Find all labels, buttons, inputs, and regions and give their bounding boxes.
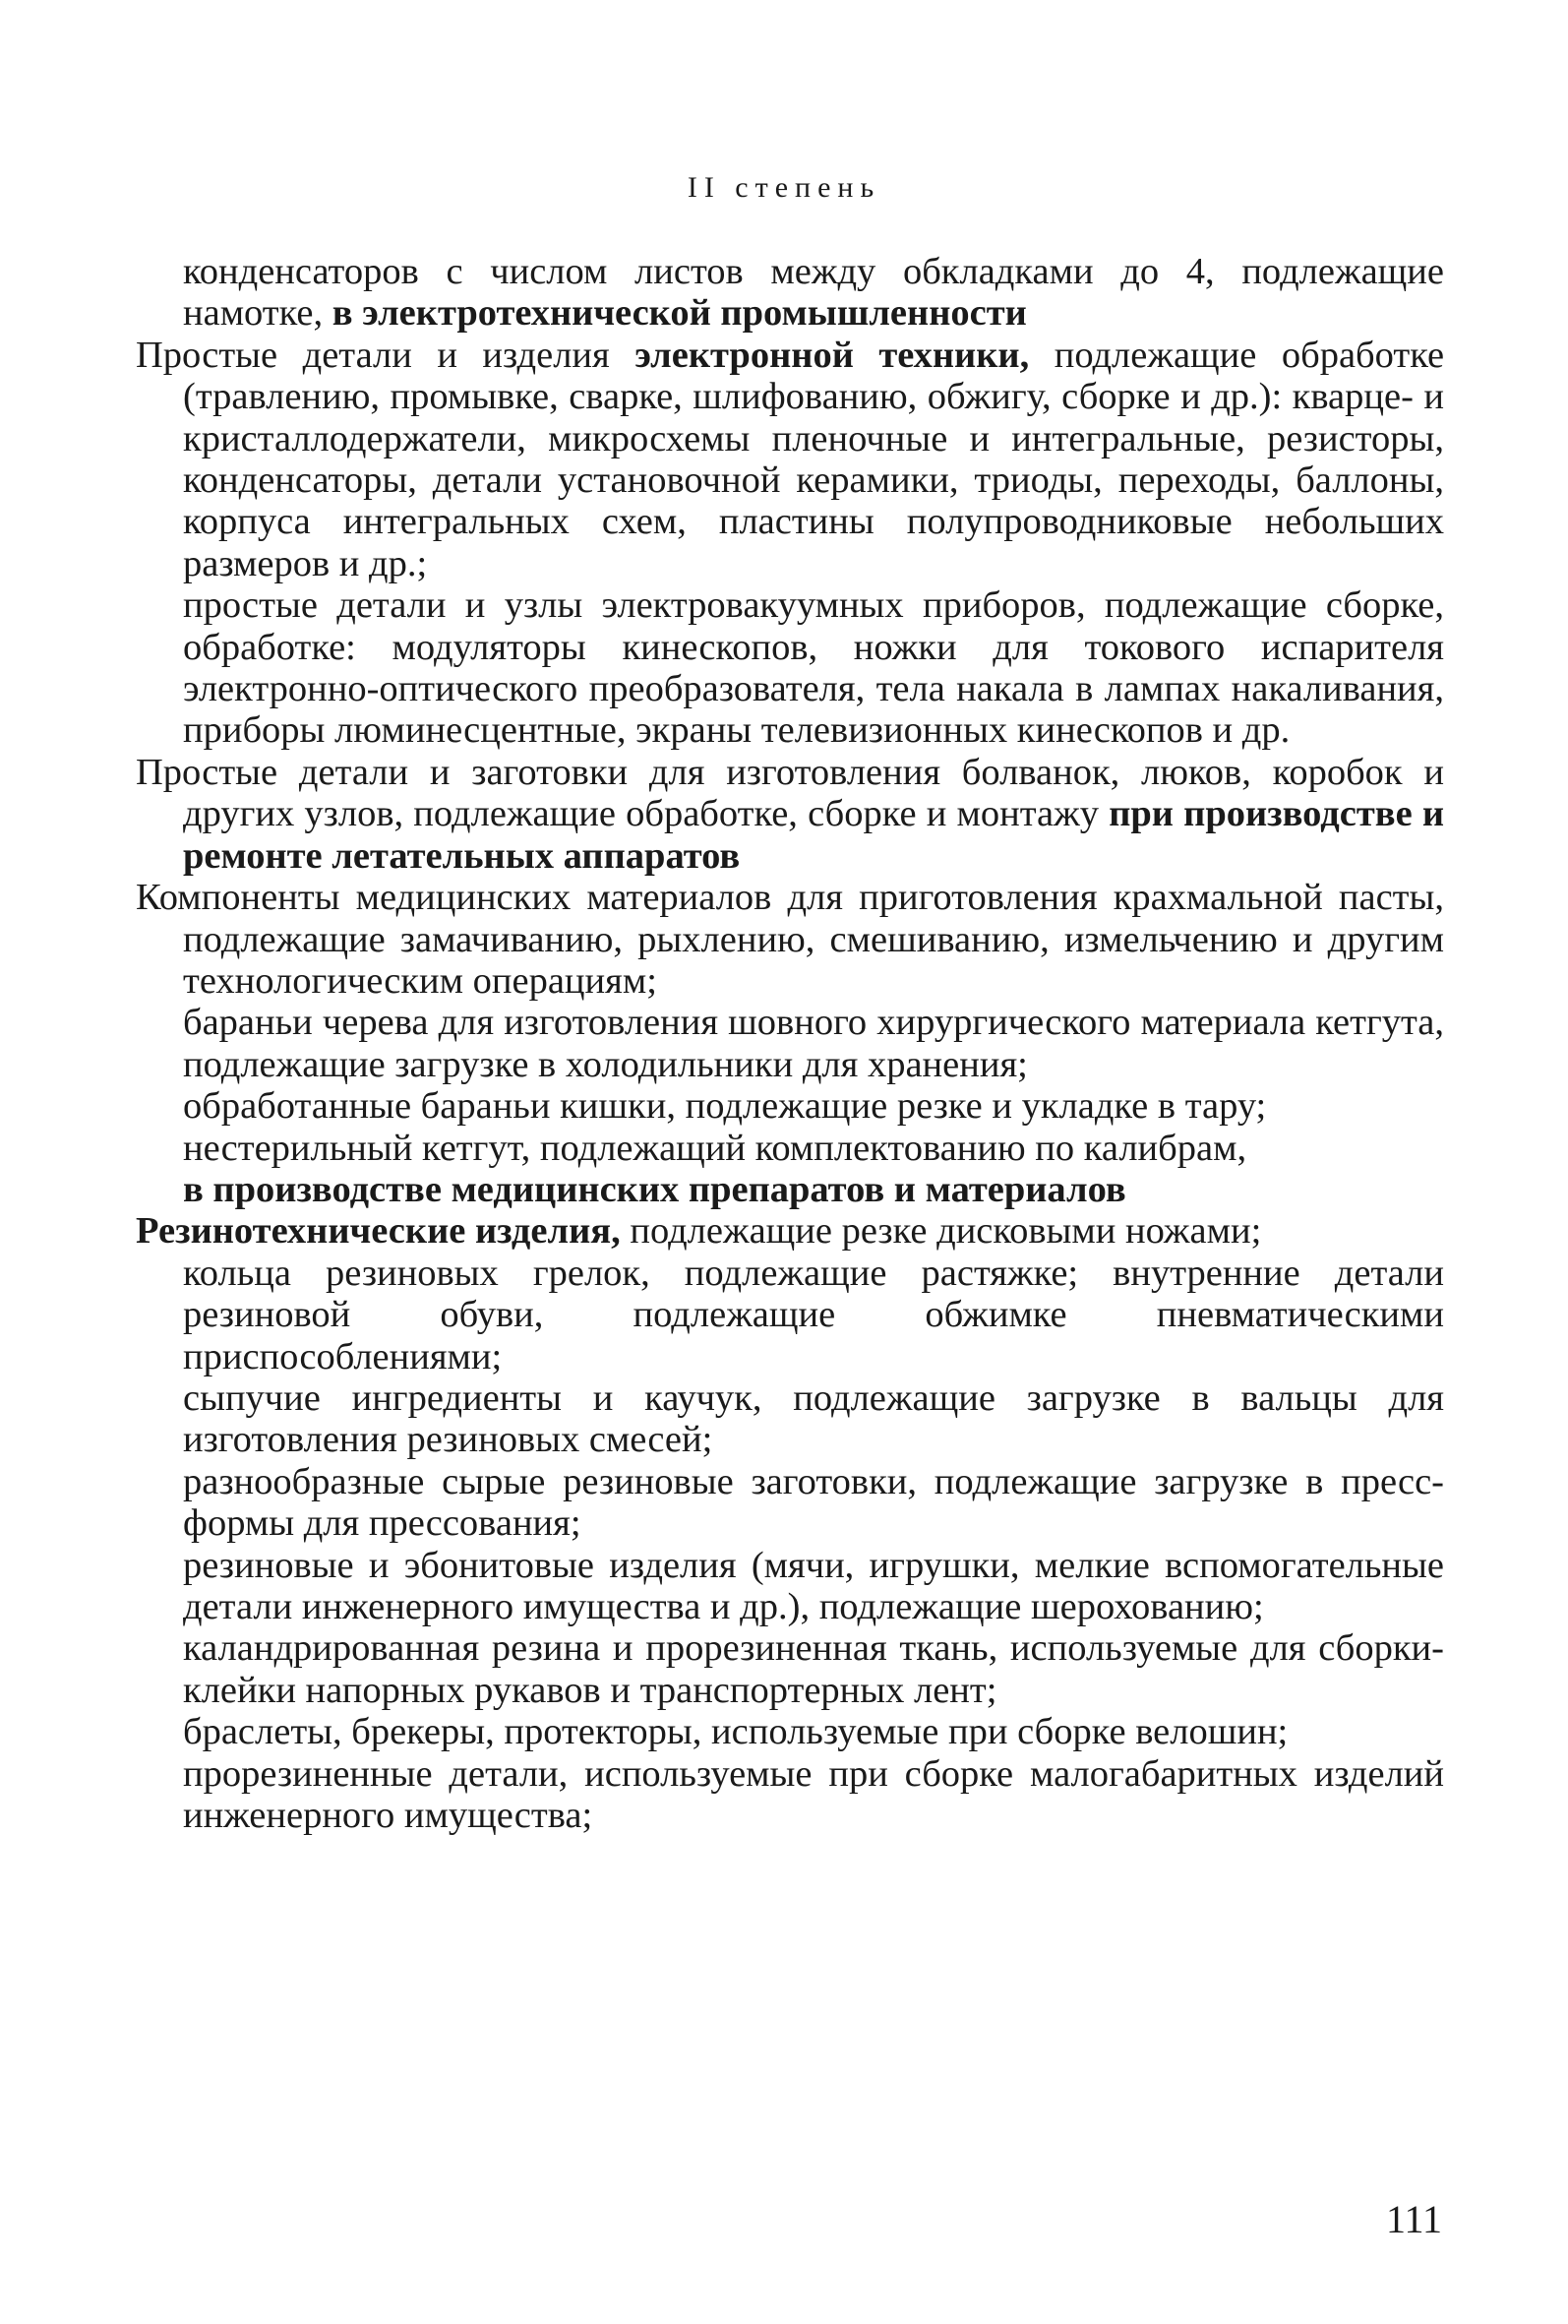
paragraph-rubberized-parts: прорезиненные детали, используемые при сборке малогабаритных изделий инженерного имущества; xyxy=(183,1752,1444,1837)
paragraph-raw-blanks: разнообразные сырые резиновые заготовки, подлежащие загрузке в пресс-формы для прессования; xyxy=(183,1460,1444,1545)
paragraph-ebonite-items: резиновые и эбонитовые изделия (мячи, игрушки, мелкие вспомогательные детали инженерного имущества и др.), подлежащие шерохованию; xyxy=(183,1544,1444,1627)
paragraph-capacitors: конденсаторов с числом листов между обкладками до 4, подлежащие намотке, в электротехнической промышленности xyxy=(183,251,1444,335)
paragraph-processed-guts: обработанные бараньи кишки, подлежащие резке и укладке в тару; xyxy=(183,1085,1267,1128)
paragraph-calendered-rubber: каландрированная резина и прорезиненная ткань, используемые для сборки-клейки напорных рукавов и транспортерных лент; xyxy=(183,1627,1444,1711)
paragraph-bulk-ingredients: сыпучие ингредиенты и каучук, подлежащие загрузке в вальцы для изготовления резиновых смесей; xyxy=(183,1376,1444,1461)
paragraph-sheep-casings: бараньи черева для изготовления шовного хирургического материала кетгута, подлежащие загрузке в холодильники для хранения; xyxy=(183,1002,1444,1085)
body-text xyxy=(136,251,1444,1836)
paragraph-medical-components: Компоненты медицинских материалов для приготовления крахмальной пасты, подлежащие замачиванию, рыхлению, смешиванию, измельчению и другим технологическим операциям; xyxy=(136,877,1444,1002)
paragraph-aircraft: Простые детали и заготовки для изготовления болванок, люков, коробок и других узлов, подлежащие обработке, сборке и монтажу при производстве и ремонте летательных аппаратов xyxy=(136,751,1445,877)
paragraph-bicycle-tires: браслеты, брекеры, протекторы, используемые при сборке велошин; xyxy=(183,1711,1289,1753)
paragraph-rubber-products: Резинотехнические изделия, подлежащие резке дисковыми ножами; xyxy=(136,1210,1262,1253)
running-header: II степень xyxy=(687,171,881,204)
page-number: 111 xyxy=(1385,2197,1442,2241)
paragraph-electronics: Простые детали и изделия электронной техники, подлежащие обработке (травлению, промывке, сварке, шлифованию, обжигу, сборке и др.): кварце- и кристаллодержатели, микросхемы пленочные и интегральные, резисторы, конденсаторы, детали установочной керамики, триоды, переходы, баллоны, корпуса интегральных схем, пластины полупроводниковые небольших размеров и др.; xyxy=(136,334,1445,584)
paragraph-catgut: нестерильный кетгут, подлежащий комплектованию по калибрам, в производстве медицинских препаратов и материалов xyxy=(183,1127,1247,1210)
paragraph-hot-water-bottles: кольца резиновых грелок, подлежащие растяжке; внутренние детали резиновой обуви, подлежащие обжимке пневматическими приспособлениями; xyxy=(183,1252,1444,1377)
paragraph-vacuum-devices: простые детали и узлы электровакуумных приборов, подлежащие сборке, обработке: модуляторы кинескопов, ножки для токового испарителя электронно-оптического преобразователя, тела накала в лампах накаливания, приборы люминесцентные, экраны телевизионных кинескопов и др. xyxy=(183,584,1444,752)
